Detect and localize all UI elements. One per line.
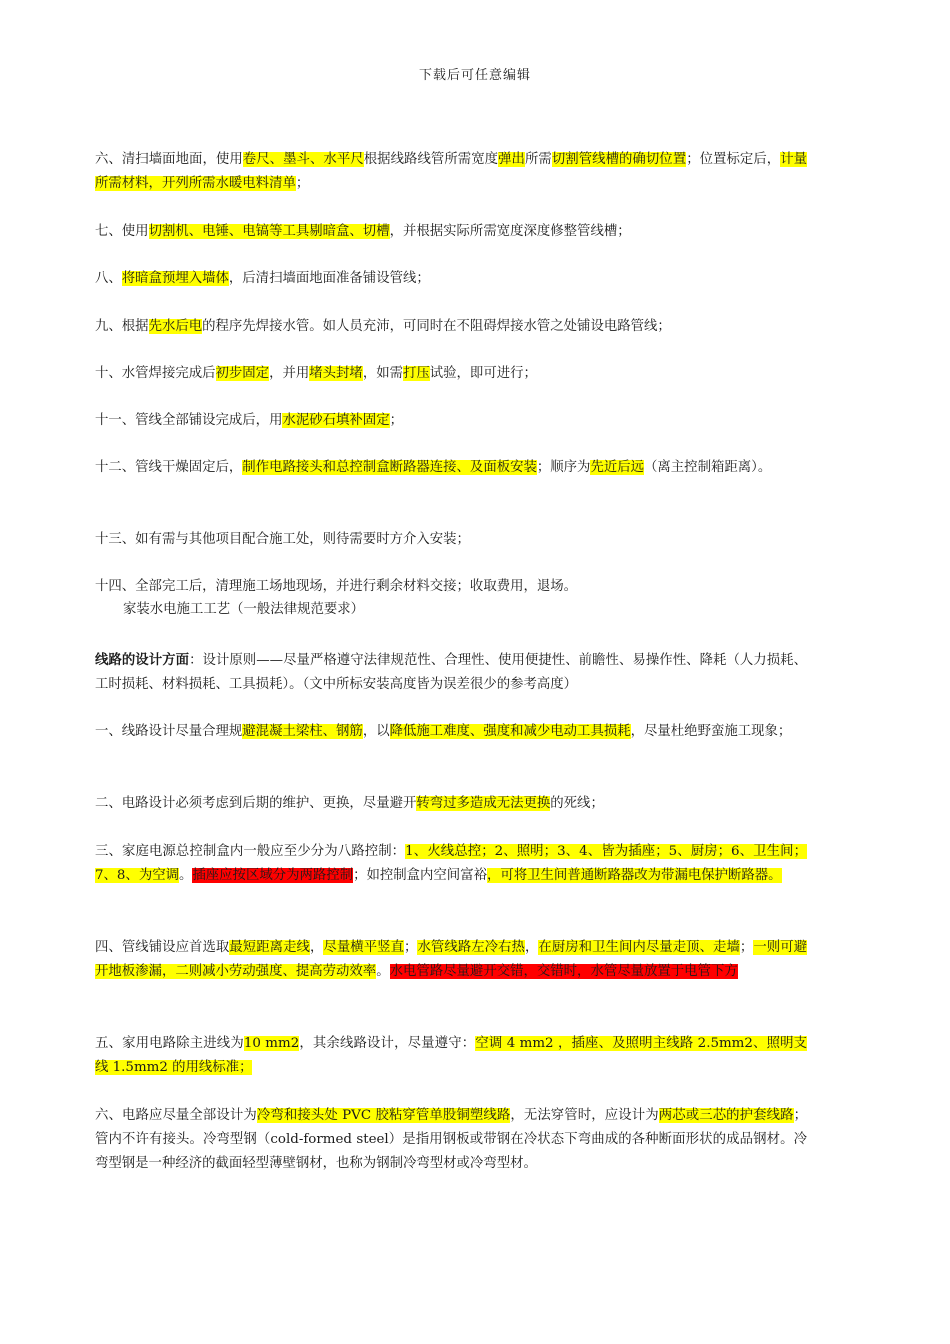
- paragraph-design-4: 四、管线铺设应首选取最短距离走线，尽量横平竖直；水管线路左冷右热，在厨房和卫生间内尽量走顶、走墙；一则可避开地板渗漏，二则减小劳动强度、提高劳动效率。水电管路尽量避开交错，交错时，水管尽量放置于电管下方: [95, 940, 808, 979]
- paragraph-design-principle: 线路的设计方面：设计原则——尽量严格遵守法律规范性、合理性、使用便捷性、前瞻性、易操作性、降耗（人力损耗、工时损耗、材料损耗、工具损耗）。（文中所标安装高度皆为误差很少的参考高度）: [95, 652, 808, 692]
- paragraph-step-9: 九、根据先水后电的程序先焊接水管。如人员充沛，可同时在不阻碍焊接水管之处铺设电路管线；: [95, 319, 671, 334]
- paragraph-design-3: 三、家庭电源总控制盒内一般应至少分为八路控制：1、火线总控；2、照明；3、4、皆为插座；5、厨房；6、卫生间；7、8、为空调。插座应按区域分为两路控制；如控制盒内空间富裕，可将卫生间普通断路器改为带漏电保护断路器。: [95, 844, 808, 883]
- section-subtitle: 家装水电施工工艺（一般法律规范要求）: [123, 602, 365, 617]
- paragraph-step-12: 十二、管线干燥固定后，制作电路接头和总控制盒断路器连接、及面板安装；顺序为先近后远（离主控制箱距离）。: [95, 460, 772, 475]
- paragraph-step-8: 八、将暗盒预埋入墙体，后清扫墙面地面准备铺设管线；: [95, 271, 430, 286]
- paragraph-step-6: 六、清扫墙面地面，使用卷尺、墨斗、水平尺根据线路线管所需宽度弹出所需切割管线槽的确切位置；位置标定后，计量所需材料，开列所需水暖电料清单；: [95, 152, 808, 191]
- paragraph-step-14: 十四、全部完工后，清理施工场地现场，并进行剩余材料交接；收取费用，退场。: [95, 579, 578, 594]
- paragraph-step-11: 十一、管线全部铺设完成后，用水泥砂石填补固定；: [95, 413, 403, 428]
- paragraph-design-1: 一、线路设计尽量合理规避混凝土梁柱、钢筋，以降低施工难度、强度和减少电动工具损耗，尽量杜绝野蛮施工现象；: [95, 724, 792, 739]
- paragraph-step-10: 十、水管焊接完成后初步固定，并用堵头封堵，如需打压试验，即可进行；: [95, 366, 537, 381]
- page-header: 下载后可任意编辑: [418, 68, 531, 83]
- paragraph-design-2: 二、电路设计必须考虑到后期的维护、更换，尽量避开转弯过多造成无法更换的死线；: [95, 796, 604, 811]
- paragraph-step-13: 十三、如有需与其他项目配合施工处，则待需要时方介入安装；: [95, 532, 470, 547]
- paragraph-design-5: 五、家用电路除主进线为10 mm2，其余线路设计，尽量遵守：空调 4 mm2 ，插座、及照明主线路 2.5mm2、照明支线 1.5mm2 的用线标准；: [95, 1036, 808, 1075]
- paragraph-design-6: 六、电路应尽量全部设计为冷弯和接头处 PVC 胶粘穿管单股铜塑线路，无法穿管时，应设计为两芯或三芯的护套线路；管内不许有接头。冷弯型钢（cold-formed steel）是指用钢板或带钢在冷状态下弯曲成的各种断面形状的成品钢材。冷弯型钢是一种经济的截面轻型薄壁钢材，也称为钢制冷弯型材或冷弯型材。: [95, 1108, 808, 1171]
- paragraph-step-7: 七、使用切割机、电锤、电镐等工具剔暗盒、切槽，并根据实际所需宽度深度修整管线槽；: [95, 224, 631, 239]
